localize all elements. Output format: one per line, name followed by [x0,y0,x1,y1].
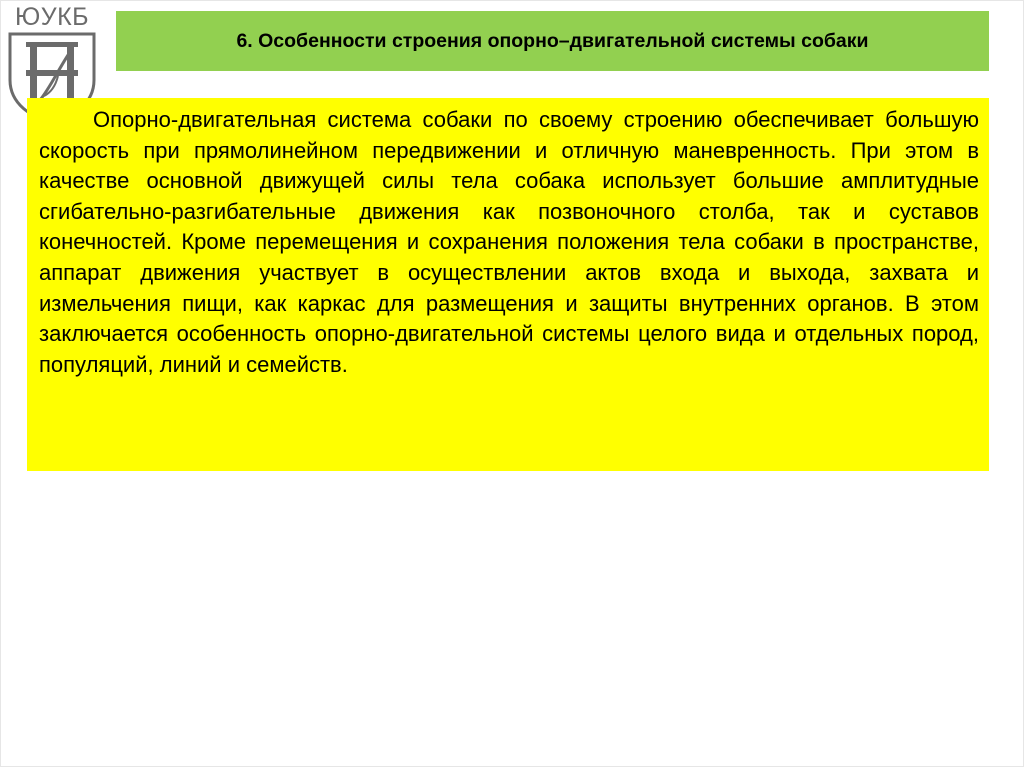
slide-title: 6. Особенности строения опорно–двигательной системы собаки [236,29,869,52]
title-bar [116,11,989,71]
content-box [27,98,989,471]
logo-text: ЮУКБ [14,3,90,31]
content-paragraph: Опорно-двигательная система собаки по своему строению обеспечивает большую скорость при прямолинейном передвижении и отличную маневренность. При этом в качестве основной движущей силы тела собака использует большие амплитудные сгибательно-разгибательные движения как позвоночного столба, так и суставов конечностей. Кроме перемещения и сохранения положения тела собаки в пространстве, аппарат движения участвует в осуществлении актов входа и выхода, захвата и измельчения пищи, как каркас для размещения и защиты внутренних органов. В этом заключается особенность опорно-двигательной системы целого вида и отдельных пород, популяций, линий и семейств. [39,107,979,377]
